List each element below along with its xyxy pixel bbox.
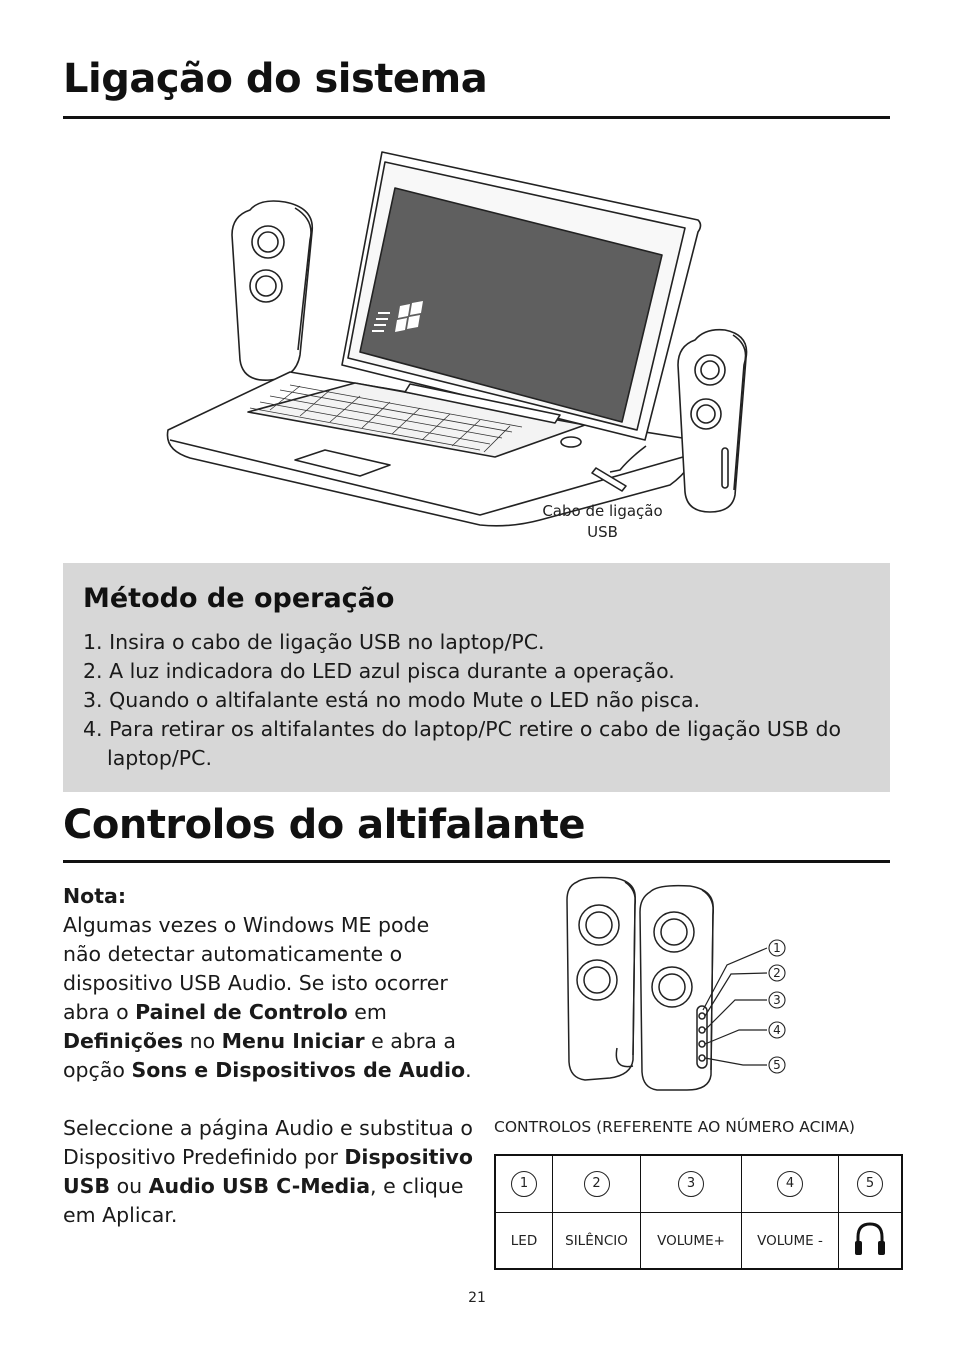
note-bold: Dispositivo USB	[63, 1145, 473, 1198]
operation-method-title: Método de operação	[83, 583, 395, 614]
number-badge: 5	[857, 1171, 883, 1197]
section-title-system-connection: Ligação do sistema	[63, 56, 488, 102]
operation-steps-list	[83, 628, 873, 773]
note-paragraph-1	[63, 911, 473, 1085]
table-row	[495, 1155, 902, 1213]
list-item: 2. A luz indicadora do LED azul pisca durante a operação.	[83, 659, 675, 683]
note-text: Algumas vezes o Windows ME pode não detectar automaticamente o dispositivo USB Audio. Se isto ocorrer abra o	[63, 913, 448, 1024]
table-cell: SILÊNCIO	[553, 1213, 641, 1270]
title-rule	[63, 860, 890, 863]
number-badge: 1	[511, 1171, 537, 1197]
callout-label: 1	[773, 941, 781, 955]
number-badge: 3	[678, 1171, 704, 1197]
callout-label: 2	[773, 966, 781, 980]
speaker-controls-diagram	[555, 870, 805, 1100]
note-text: .	[465, 1058, 472, 1082]
table-cell	[742, 1155, 839, 1213]
list-item: 3. Quando o altifalante está no modo Mute o LED não pisca.	[83, 688, 701, 712]
callout-label: 4	[773, 1023, 781, 1037]
table-cell	[839, 1213, 903, 1270]
list-item: 1. Insira o cabo de ligação USB no laptop/PC.	[83, 630, 545, 654]
callout-label: 5	[773, 1058, 781, 1072]
note-bold: Sons e Dispositivos de Audio	[131, 1058, 466, 1082]
note-text: em	[347, 1000, 387, 1024]
controls-table	[494, 1154, 903, 1270]
callout-label: 3	[773, 993, 781, 1007]
table-cell: VOLUME -	[742, 1213, 839, 1270]
note-text: no	[183, 1029, 222, 1053]
table-cell	[495, 1155, 553, 1213]
laptop-speakers-illustration	[150, 140, 770, 535]
table-row	[495, 1213, 902, 1270]
note-bold: Menu Iniciar	[221, 1029, 365, 1053]
table-cell	[553, 1155, 641, 1213]
list-item: 4. Para retirar os altifalantes do laptop/PC retire o cabo de ligação USB do laptop/PC.	[83, 717, 842, 770]
usb-caption-line1: Cabo de ligação	[542, 502, 663, 520]
title-rule	[63, 116, 890, 119]
controls-caption: CONTROLOS (REFERENTE AO NÚMERO ACIMA)	[494, 1118, 855, 1136]
usb-cable-caption	[525, 501, 680, 543]
note-paragraph-2	[63, 1114, 473, 1230]
number-badge: 4	[777, 1171, 803, 1197]
note-bold: Audio USB C-Media	[148, 1174, 371, 1198]
note-text: , e clique em Aplicar.	[63, 1174, 464, 1227]
table-cell	[641, 1155, 742, 1213]
section-title-speaker-controls: Controlos do altifalante	[63, 802, 585, 848]
table-cell	[839, 1155, 903, 1213]
headphones-icon	[853, 1219, 887, 1259]
page-number: 21	[468, 1290, 486, 1306]
note-bold: Definições	[63, 1029, 184, 1053]
note-block	[63, 882, 473, 1230]
note-text: Seleccione a página Audio e substitua o Dispositivo Predefinido por	[63, 1116, 473, 1169]
note-heading: Nota:	[63, 884, 127, 908]
number-badge: 2	[584, 1171, 610, 1197]
table-cell: VOLUME+	[641, 1213, 742, 1270]
table-cell: LED	[495, 1213, 553, 1270]
note-text: ou	[110, 1174, 149, 1198]
note-bold: Painel de Controlo	[135, 1000, 348, 1024]
note-text: e abra a opção	[63, 1029, 456, 1082]
usb-caption-line2: USB	[587, 523, 618, 541]
